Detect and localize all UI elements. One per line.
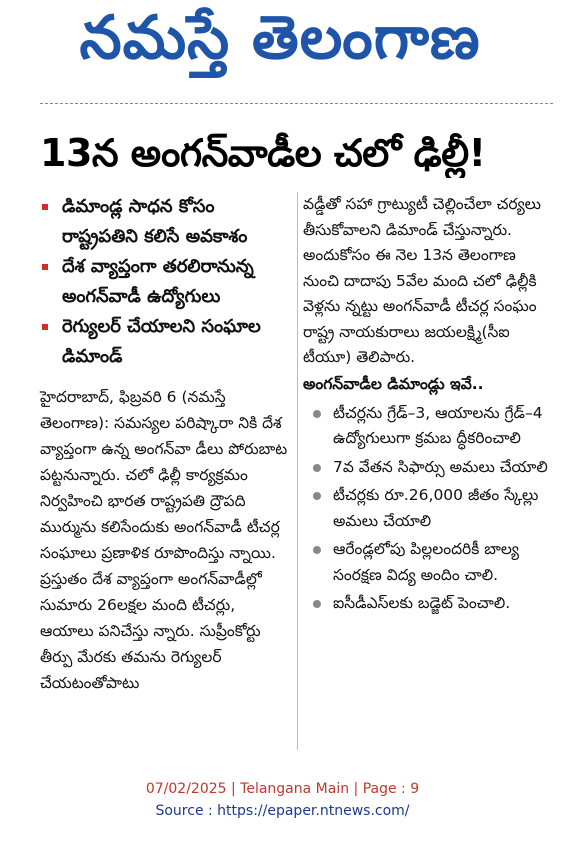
highlight-item <box>40 252 292 312</box>
source-link[interactable] <box>0 800 565 822</box>
article-body-left <box>40 384 292 696</box>
clipping-footer <box>0 778 565 822</box>
highlight-text: డిమాండ్ల సాధన కోసం రాష్ట్రపతిని కలిసే అవకాశం <box>62 196 248 247</box>
red-square-bullet-icon <box>42 324 48 330</box>
grey-dot-bullet-icon <box>313 464 321 472</box>
demand-text: 7వ వేతన సిఫార్సు అమలు చేయాలి <box>333 457 548 476</box>
grey-dot-bullet-icon <box>313 492 321 500</box>
article-body-right <box>303 192 553 371</box>
demand-text: ఐసీడీఎస్‌లకు బడ్జెట్ పెంచాలి. <box>333 594 511 612</box>
publication-info-text: 07/02/2025 | Telangana Main | Page : 9 <box>145 781 420 797</box>
highlights-list <box>40 192 292 372</box>
demand-item <box>303 537 553 588</box>
body-paragraph-left: హైదరాబాద్, ఫిబ్రవరి 6 (నమస్తే తెలంగాణ): సమస్యల పరిష్కారా నికి దేశ వ్యాప్తంగా ఉన్న అంగన్‌వా డీలు పోరుబాట పట్టనున్నారు. చలో ఢిల్లీ కార్యక్రమం నిర్వహించి భారత రాష్ట్రపతి ద్రౌపది ముర్మును కలిసేందుకు అంగన్‌వాడీ టీచర్ల సంఘాలు ప్రణాళిక రూపొందిస్తు న్నాయి. ప్రస్తుతం దేశ వ్యాప్తంగా అంగన్‌వాడీల్లో సుమారు 26లక్షల మంది టీచర్లు, ఆయాలు పనిచేస్తు న్నారు. సుప్రీంకోర్టు తీర్పు మేరకు తమను రెగ్యులర్ చేయటంతోపాటు <box>40 388 288 692</box>
masthead-title: నమస్తే తెలంగాణ <box>79 3 481 73</box>
demand-item <box>303 455 553 481</box>
grey-dot-bullet-icon <box>313 600 321 608</box>
demands-list <box>303 401 553 617</box>
demands-heading: అంగన్‌వాడీల డిమాండ్లు ఇవే.. <box>303 374 484 393</box>
article-right-column <box>303 192 553 620</box>
highlight-text: రెగ్యులర్ చేయాలని సంఘాల డిమాండ్ <box>62 316 261 367</box>
source-link-text[interactable]: Source : https://epaper.ntnews.com/ <box>155 803 410 819</box>
article-headline: 13న అంగన్‌వాడీల చలో ఢిల్లీ! <box>40 131 486 175</box>
grey-dot-bullet-icon <box>313 546 321 554</box>
publication-info <box>0 778 565 800</box>
highlight-item <box>40 312 292 372</box>
highlight-text: దేశ వ్యాప్తంగా తరలిరానున్న అంగన్‌వాడీ ఉద్యోగులు <box>62 256 254 307</box>
newspaper-masthead <box>40 4 520 86</box>
grey-dot-bullet-icon <box>313 410 321 418</box>
red-square-bullet-icon <box>42 264 48 270</box>
body-paragraph-right: వడ్డీతో సహా గ్రాట్యుటీ చెల్లించేలా చర్యలు తీసుకోవాలని డిమాండ్ చేస్తున్నారు. అందుకోసం ఈ నెల 13న తెలంగాణ నుంచి దాదాపు 5వేల మంది చలో ఢిల్లీకి వెళ్లను న్నట్టు అంగన్‌వాడీ టీచర్ల సంఘం రాష్ట్ర నాయకురాలు జయలక్ష్మి(సీఐ టీయూ) తెలిపారు. <box>303 195 542 366</box>
demand-text: ఆరేండ్లలోపు పిల్లలందరికీ బాల్య సంరక్షణ విద్య అందిం చాలి. <box>333 540 519 584</box>
demand-item <box>303 483 553 534</box>
demand-item <box>303 401 553 452</box>
demand-text: టీచర్లను గ్రేడ్–3, ఆయాలను గ్రేడ్–4 ఉద్యోగులుగా క్రమబ ద్ధీకరించాలి <box>333 403 543 447</box>
red-square-bullet-icon <box>42 204 48 210</box>
masthead-divider <box>40 103 553 104</box>
column-divider <box>297 192 298 750</box>
highlight-item <box>40 192 292 252</box>
demand-item <box>303 591 553 617</box>
demand-text: టీచర్లకు రూ.26,000 జీతం స్కేల్లు అమలు చేయాలి <box>333 486 539 530</box>
article-left-column <box>40 192 292 696</box>
